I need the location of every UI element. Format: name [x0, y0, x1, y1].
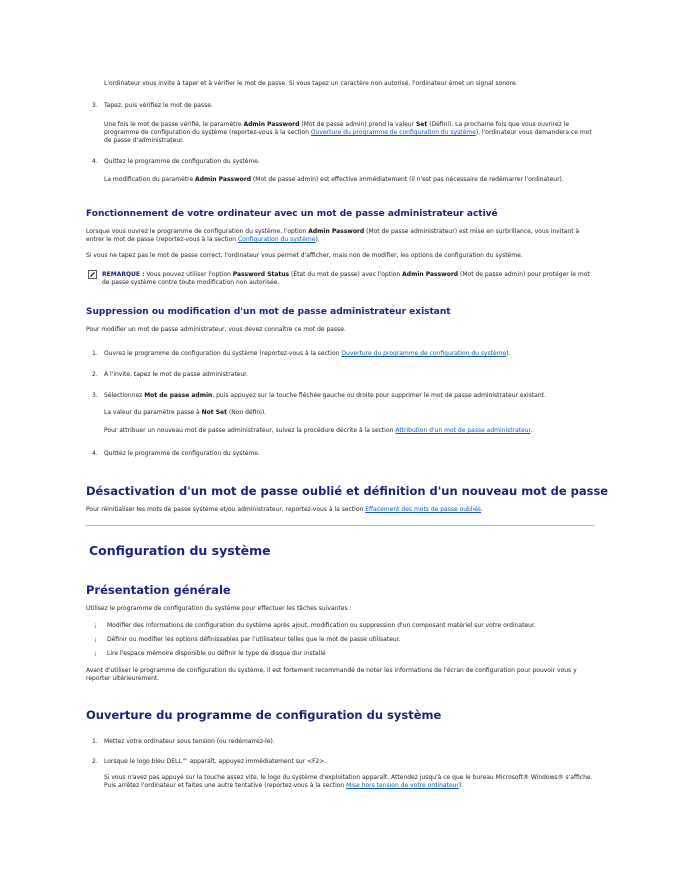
link-ouverture-config[interactable]: Ouverture du programme de configuration du système [310, 129, 476, 136]
paragraph: Utilisez le programme de configuration du système pour effectuer les tâches suivantes : [86, 605, 352, 612]
step-text: Quittez le programme de configuration du système. [104, 158, 260, 165]
step-text: Lorsque le logo bleu DELL™ apparaît, appuyez immédiatement sur <F2>. [104, 758, 327, 765]
bullet-marker: ¡ [94, 622, 97, 629]
step-text: Tapez, puis vérifiez le mot de passe. [104, 102, 213, 109]
paragraph: Pour modifier un mot de passe administrateur, vous devez connaître ce mot de passe. [86, 326, 346, 333]
link-ouverture-config[interactable]: Ouverture du programme de configuration du système [341, 350, 507, 357]
section-heading-fonctionnement: Fonctionnement de votre ordinateur avec un mot de passe administrateur activé [86, 209, 498, 219]
intro-line: L'ordinateur vous invite à taper et à vérifier le mot de passe. Si vous tapez un caractère non autorisé, l'ordinateur émet un signal sonore. [104, 80, 518, 87]
step-text: Sélectionnez Mot de passe admin, puis appuyez sur la touche fléchée gauche ou droite pour supprimer le mot de passe administrateur existant. [104, 392, 546, 399]
step-text: Quittez le programme de configuration du système. [104, 450, 260, 457]
step-number: 1. [92, 738, 98, 745]
step-text: Mettez votre ordinateur sous tension (ou redémarrez-le). [104, 738, 275, 745]
step-detail: La valeur du paramètre passe à Not Set (Non défini). [104, 409, 267, 416]
step-number: 1. [92, 350, 98, 357]
paragraph: Avant d'utiliser le programme de configuration du système, il est fortement recommandé de noter les informations de l'écran de configuration pour pouvoir vous y reporter ultérieurement. [86, 667, 577, 682]
step-number: 4. [92, 450, 98, 457]
list-item: Modifier des informations de configuration du système après ajout, modification ou suppression d'un composant matériel sur votre ordinateur. [107, 622, 536, 629]
section-heading-ouverture: Ouverture du programme de configuration du système [86, 708, 442, 722]
link-effacement-mots-de-passe[interactable]: Effacement des mots de passe oubliés [365, 506, 482, 513]
step-number: 2. [92, 371, 98, 378]
section-heading-suppression: Suppression ou modification d'un mot de passe administrateur existant [86, 307, 451, 317]
link-attribution-mot-de-passe[interactable]: Attribution d'un mot de passe administrateur [395, 427, 531, 434]
paragraph: Pour réinitialiser les mots de passe système et/ou administrateur, reportez-vous à la section Effacement des mots de passe oubliés. [86, 506, 483, 513]
paragraph: Si vous ne tapez pas le mot de passe correct, l'ordinateur vous permet d'afficher, mais non de modifier, les options de configuration du système. [86, 252, 523, 259]
link-configuration-systeme[interactable]: Configuration du système [237, 236, 316, 243]
bullet-marker: ¡ [94, 636, 97, 643]
section-heading-configuration: Configuration du système [89, 543, 271, 558]
list-item: Lire l'espace mémoire disponible ou définir le type de disque dur installé [107, 650, 326, 657]
step-text: À l'invite, tapez le mot de passe administrateur. [104, 371, 249, 378]
section-heading-presentation: Présentation générale [86, 583, 231, 597]
step-detail: Une fois le mot de passe vérifié, le paramètre Admin Password (Mot de passe admin) prend la valeur Set (Défini). La prochaine fois que vous ouvrirez le programme de configuration du système (reportez-vous à la section Ouverture du programme de configuration du système), l'ordinateur vous demandera ce mot de passe d'administrateur. [104, 121, 592, 144]
step-number: 3. [92, 102, 98, 109]
step-number: 3. [92, 392, 98, 399]
horizontal-divider [86, 525, 594, 526]
step-detail: La modification du paramètre Admin Password (Mot de passe admin) est effective immédiatement (il n'est pas nécessaire de redémarrer l'ordinateur). [104, 176, 564, 183]
step-number: 4. [92, 158, 98, 165]
pencil-note-icon [88, 270, 97, 279]
section-heading-desactivation: Désactivation d'un mot de passe oublié et définition d'un nouveau mot de passe [86, 484, 609, 498]
paragraph: Lorsque vous ouvrez le programme de configuration du système, l'option Admin Password (Mot de passe administrateur) est mise en surbrillance, vous invitant à entrer le mot de passe (reportez-vous à la section Configuration du système). [86, 228, 580, 243]
step-detail: Pour attribuer un nouveau mot de passe administrateur, suivez la procédure décrite à la section Attribution d'un mot de passe administrateur. [104, 427, 533, 434]
step-text: Ouvrez le programme de configuration du système (reportez-vous à la section Ouverture du programme de configuration du système). [104, 350, 511, 357]
list-item: Définir ou modifier les options définissables par l'utilisateur telles que le mot de passe utilisateur. [107, 636, 401, 643]
bullet-marker: ¡ [94, 650, 97, 657]
link-mise-hors-tension[interactable]: Mise hors tension de votre ordinateur [346, 782, 459, 789]
step-number: 2. [92, 758, 98, 765]
step-detail: Si vous n'avez pas appuyé sur la touche assez vite, le logo du système d'exploitation apparaît. Attendez jusqu'à ce que le bureau Microsoft® Windows® s'affiche. Puis arrêtez l'ordinateur et faites une autre tentative (reportez-vous à la section Mise hors tension de votre ordinateur). [104, 774, 593, 789]
note-label: REMARQUE : [102, 271, 145, 278]
note: REMARQUE : Vous pouvez utiliser l'option Password Status (État du mot de passe) avec l'option Admin Password (Mot de passe admin) pour protéger le mot de passe système contre toute modification non autorisée. [102, 271, 590, 286]
